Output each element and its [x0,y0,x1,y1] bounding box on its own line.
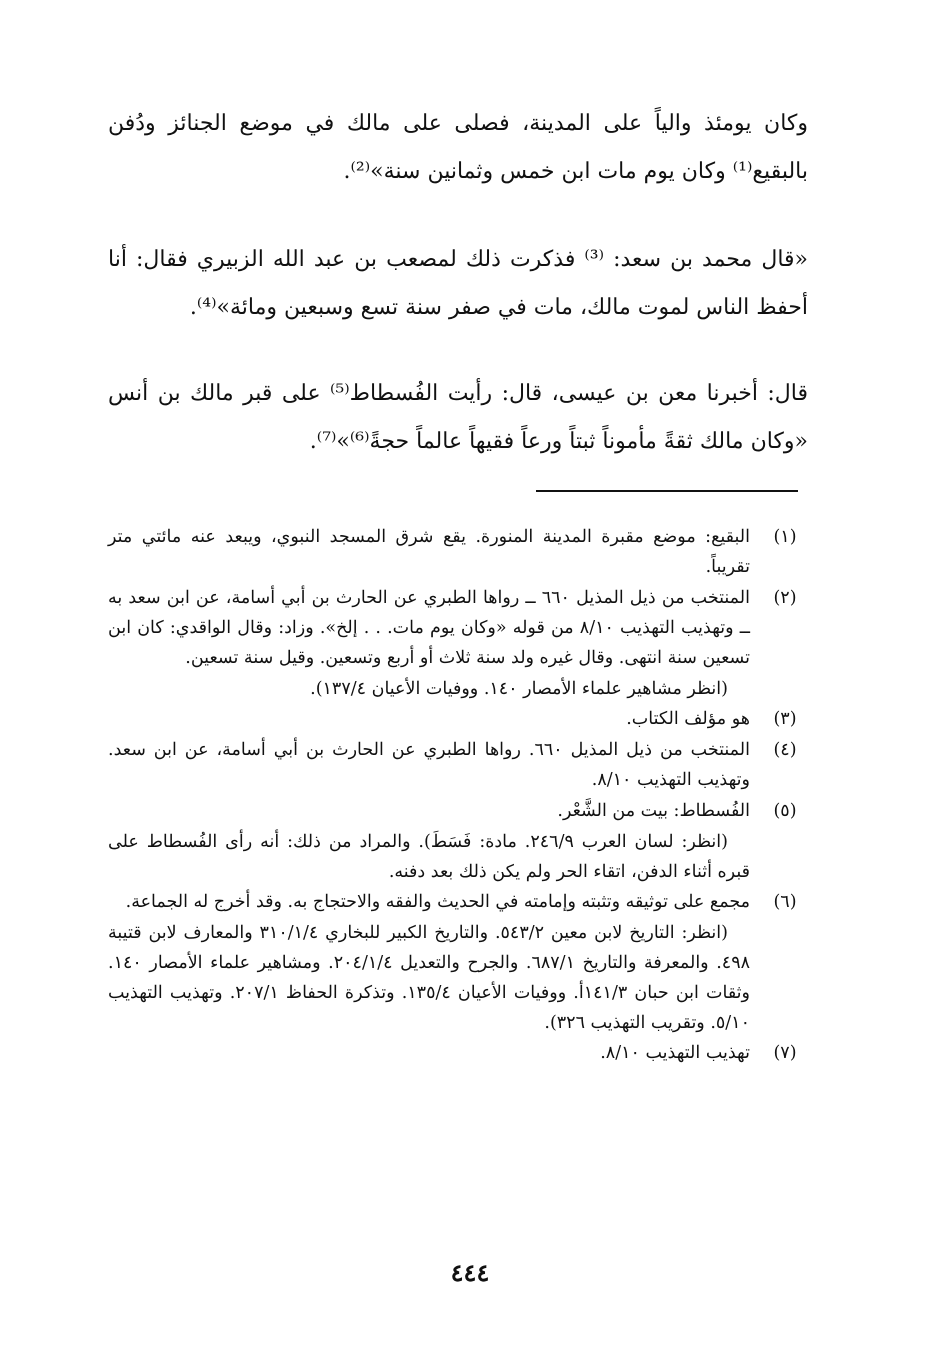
footnote-text: البقيع: موضع مقبرة المدينة المنورة. يقع شرق المسجد النبوي، ويبعد عنه مائتي متر تقريباً. [108,527,750,577]
footnote-number: (١) [773,527,797,547]
footnote-number: (٧) [773,1043,797,1063]
paragraph-2: «قال محمد بن سعد: ⁽³⁾ فذكرت ذلك لمصعب بن عبد الله الزبيري فقال: أنا أحفظ الناس لموت مالك، مات في صفر سنة تسع وسبعين ومائة»⁽⁴⁾. [108,247,809,320]
paragraph-3: قال: أخبرنا معن بن عيسى، قال: رأيت الفُسطاط⁽⁵⁾ على قبر مالك بن أنس «وكان مالك ثقةً مأموناً ثبتاً ورعاً فقيهاً عالماً حجةً⁽⁶⁾»⁽⁷⁾. [108,381,809,454]
page-number: ٤٤٤ [450,1258,490,1287]
footnotes [108,522,810,1069]
main-text [108,100,808,504]
footnote-4 [108,735,810,795]
footnote-2-reference: (انظر مشاهير علماء الأمصار ١٤٠. ووفيات الأعيان ١٣٧/٤). [310,679,728,699]
footnote-1 [108,522,810,582]
footnote-5 [108,796,810,826]
footnote-number: (٦) [773,892,797,912]
footnote-number: (٣) [773,709,797,729]
footnote-text: مجمع على توثيقه وتثبته وإمامته في الحديث والفقه والاحتجاج به. وقد أخرج له الجماعة. [125,892,750,912]
footnote-text: الفُسطاط: بيت من الشَّعْر. [557,801,750,821]
footnote-7 [108,1038,810,1068]
footnote-text: المنتخب من ذيل المذيل ٦٦٠ ــ رواها الطبري عن الحارث بن أبي أسامة، عن ابن سعد به ــ وتهذيب التهذيب ٨/١٠ من قوله «وكان يوم مات. . . إلخ». وزاد: وقال الواقدي: كان ابن تسعين سنة انتهى. وقال غيره ولد سنة ثلاث أو أربع وتسعين. وقيل سنة تسعين. [108,588,750,668]
paragraph-1: وكان يومئذ والياً على المدينة، فصلى على مالك في موضع الجنائز ودُفن بالبقيع⁽¹⁾ وكان يوم مات ابن خمس وثمانين سنة»⁽²⁾. [108,111,808,184]
footnote-2 [108,583,810,673]
footnote-6-reference: (انظر: التاريخ لابن معين ٥٤٣/٢. والتاريخ الكبير للبخاري ٣١٠/١/٤ والمعارف لابن قتيبة ٤٩٨. والمعرفة والتاريخ ٦٨٧/١. والجرح والتعديل ٢٠٤/١/٤. ومشاهير علماء الأمصار ١٤٠. وثقات ابن حبان ١٤١/٣أ. ووفيات الأعيان ١٣٥/٤. وتذكرة الحفاظ ٢٠٧/١. وتهذيب التهذيب ٥/١٠. وتقريب التهذيب ٣٢٦). [108,923,750,1033]
footnote-text: تهذيب التهذيب ٨/١٠. [600,1043,750,1063]
footnote-separator [536,490,798,492]
footnote-5-reference: (انظر: لسان العرب ٢٤٦/٩. مادة: فَسَطَ). والمراد من ذلك: أنه رأى الفُسطاط على قبره أثناء الدفن، اتقاء الحر ولم يكن ذلك بعد دفنه. [108,832,750,882]
footnote-text: المنتخب من ذيل المذيل ٦٦٠. رواها الطبري عن الحارث بن أبي أسامة، عن ابن سعد. وتهذيب التهذيب ٨/١٠. [108,740,750,790]
footnote-number: (٤) [773,740,797,760]
footnote-number: (٥) [773,801,797,821]
footnote-text: هو مؤلف الكتاب. [626,709,750,729]
footnote-6 [108,887,810,917]
footnote-3 [108,704,810,734]
footnote-number: (٢) [773,588,797,608]
